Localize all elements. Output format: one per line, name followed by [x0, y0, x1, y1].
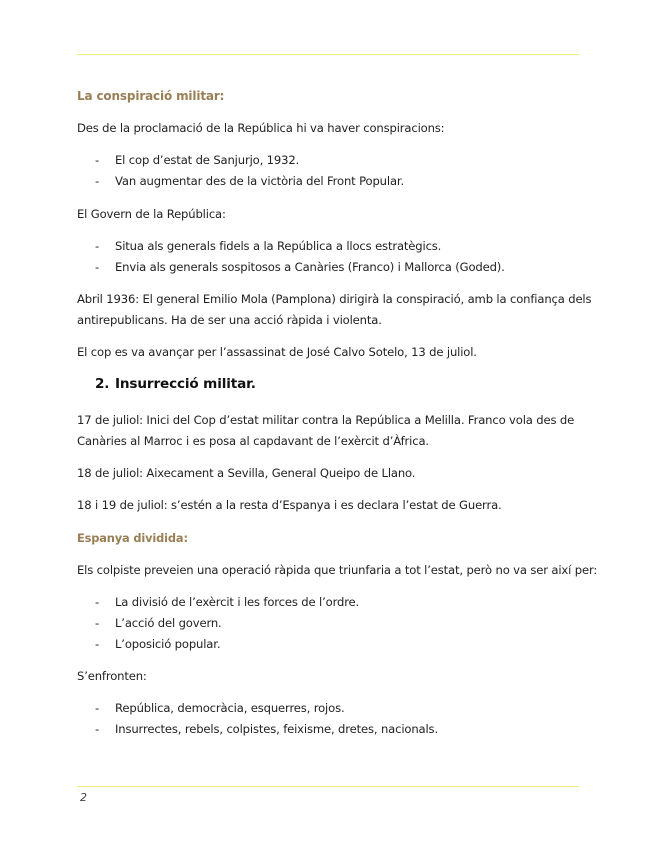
page-number: 2	[80, 791, 87, 804]
paragraph-govern-intro: El Govern de la República:	[77, 207, 226, 221]
paragraph-calvo-sotelo: El cop es va avançar per l’assassinat de José Calvo Sotelo, 13 de juliol.	[77, 345, 477, 359]
paragraph-face-intro: S’enfronten:	[77, 669, 147, 683]
list-item	[95, 701, 345, 715]
bullet-marker: -	[95, 722, 100, 736]
list-item-text: Envia als generals sospitosos a Canàries (Franco) i Mallorca (Goded).	[115, 260, 505, 274]
list-item	[95, 595, 359, 609]
list-item-text: La divisió de l’exèrcit i les forces de l’ordre.	[115, 595, 360, 609]
bullet-marker: -	[95, 239, 100, 253]
heading-number: 2.	[95, 376, 110, 392]
paragraph-divided-intro: Els colpiste preveien una operació ràpida que triunfaria a tot l’estat, però no va ser així per:	[77, 563, 598, 577]
list-item-text: Situa als generals fidels a la República a llocs estratègics.	[115, 239, 442, 253]
bullet-marker: -	[95, 260, 100, 274]
list-item-text: L’oposició popular.	[115, 637, 221, 651]
paragraph-17-july-line-2: Canàries al Marroc i es posa al capdavant de l’exèrcit d’Àfrica.	[77, 434, 429, 448]
heading-divided: Espanya dividida:	[77, 531, 188, 545]
bullet-marker: -	[95, 637, 100, 651]
list-item	[95, 153, 299, 167]
list-item	[95, 260, 505, 274]
heading-insurrection	[95, 377, 256, 391]
list-item-text: Insurrectes, rebels, colpistes, feixisme, dretes, nacionals.	[115, 722, 438, 736]
list-item	[95, 239, 441, 253]
list-item-text: Van augmentar des de la victòria del Front Popular.	[115, 174, 404, 188]
list-item	[95, 174, 404, 188]
paragraph-mola-line-1: Abril 1936: El general Emilio Mola (Pamplona) dirigirà la conspiració, amb la confiança dels	[77, 292, 592, 306]
paragraph-18-july: 18 de juliol: Aixecament a Sevilla, General Queipo de Llano.	[77, 466, 416, 480]
footer-rule	[77, 786, 579, 787]
list-item-text: República, democràcia, esquerres, rojos.	[115, 701, 345, 715]
bullet-marker: -	[95, 174, 100, 188]
list-item-text: El cop d’estat de Sanjurjo, 1932.	[115, 153, 300, 167]
paragraph-mola-line-2: antirepublicans. Ha de ser una acció ràpida i violenta.	[77, 313, 382, 327]
header-rule	[77, 54, 579, 55]
list-item	[95, 616, 222, 630]
bullet-marker: -	[95, 701, 100, 715]
paragraph-17-july-line-1: 17 de juliol: Inici del Cop d’estat militar contra la República a Melilla. Franco vola des de	[77, 413, 575, 427]
list-item	[95, 722, 438, 736]
paragraph-18-19-july: 18 i 19 de juliol: s’estén a la resta d’Espanya i es declara l’estat de Guerra.	[77, 498, 502, 512]
heading-insurrection-text: Insurrecció militar.	[115, 376, 256, 392]
heading-conspiracy: La conspiració militar:	[77, 89, 225, 103]
paragraph-conspiracy-intro: Des de la proclamació de la República hi va haver conspiracions:	[77, 121, 445, 135]
bullet-marker: -	[95, 153, 100, 167]
bullet-marker: -	[95, 616, 100, 630]
list-item-text: L’acció del govern.	[115, 616, 222, 630]
list-item	[95, 637, 220, 651]
bullet-marker: -	[95, 595, 100, 609]
